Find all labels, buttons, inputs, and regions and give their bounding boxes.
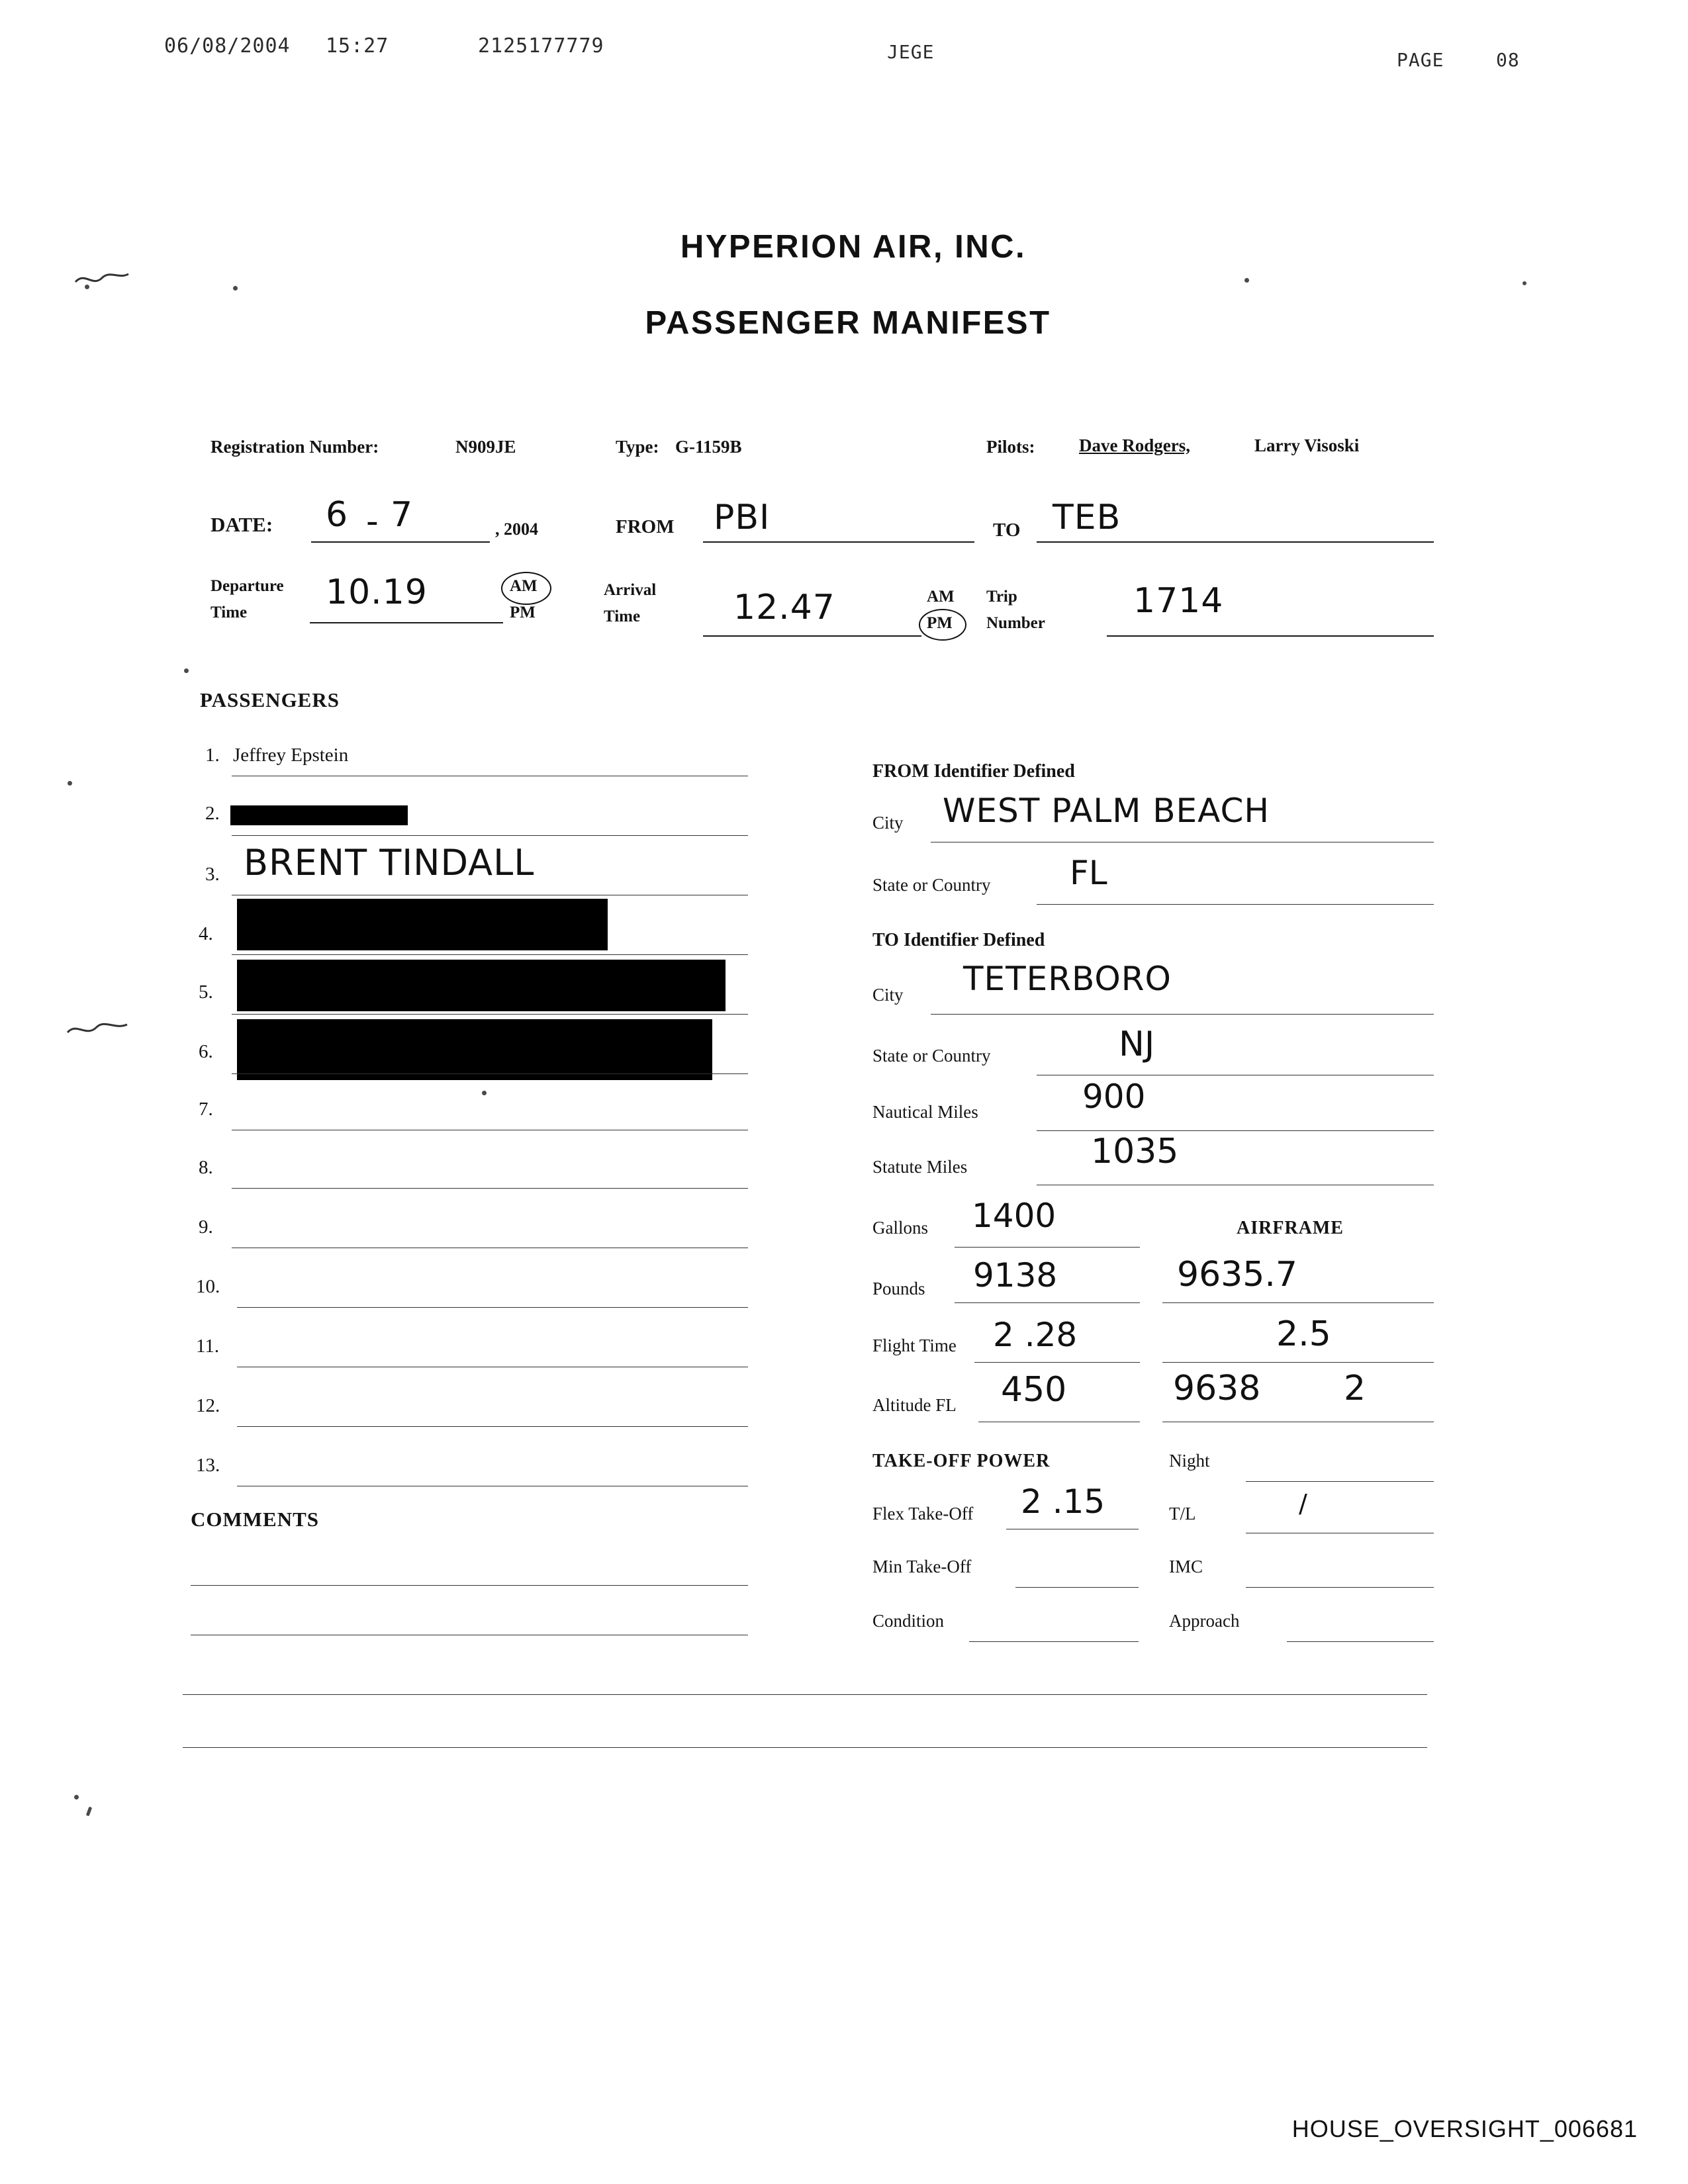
passenger-number-12: 12. [196,1395,220,1416]
passenger-rule-4 [232,954,748,955]
to-state-label: State or Country [872,1046,991,1066]
from-city-label: City [872,813,904,833]
gallons-rule [955,1247,1140,1248]
flight-time-rule [974,1362,1140,1363]
airframe-value-1: 9635.7 [1177,1255,1297,1295]
nautical-miles-rule [1037,1130,1434,1131]
pilot-name-2: Larry Visoski [1254,435,1360,455]
to-state-value: NJ [1119,1024,1155,1064]
airframe-value-2: 2.5 [1276,1314,1331,1354]
passenger-rule-2 [232,835,748,836]
pounds-rule [955,1302,1140,1303]
date-month-value: 6 [326,495,349,535]
fax-identifier: JEGE [887,41,935,63]
passenger-number-1: 1. [205,745,220,766]
pilots-label: Pilots: [986,437,1035,457]
pounds-label: Pounds [872,1279,925,1298]
flex-takeoff-label: Flex Take-Off [872,1504,974,1524]
airframe-value-3a: 9638 [1173,1369,1261,1408]
pounds-value: 9138 [973,1256,1058,1295]
comments-rule-1 [191,1585,748,1586]
scan-speck [68,781,72,786]
scan-speck [1523,281,1526,285]
passenger-number-7: 7. [199,1099,213,1120]
min-takeoff-rule [1015,1587,1139,1588]
fax-number: 2125177779 [478,34,604,58]
from-label: FROM [616,516,675,537]
date-rule [311,541,490,543]
passengers-heading: PASSENGERS [200,688,340,711]
nautical-miles-value: 900 [1082,1077,1146,1116]
passenger-rule-12 [237,1426,748,1427]
from-state-value: FL [1070,854,1107,892]
fax-page-number: 08 [1496,49,1520,71]
departure-am-label: AM [510,577,538,595]
airframe-rule-1 [1162,1302,1434,1303]
scan-speck [86,1807,92,1817]
nautical-miles-label: Nautical Miles [872,1102,978,1122]
passenger-number-5: 5. [199,981,213,1003]
passenger-number-10: 10. [196,1276,220,1297]
registration-value: N909JE [455,437,516,457]
min-takeoff-label: Min Take-Off [872,1557,972,1576]
type-value: G-1159B [675,437,742,457]
scan-speck [233,286,238,291]
type-label: Type: [616,437,659,457]
departure-time-value: 10.19 [326,572,428,612]
gallons-value: 1400 [972,1197,1056,1235]
approach-label: Approach [1169,1611,1240,1631]
document-title-line2: PASSENGER MANIFEST [645,305,1051,341]
passenger-number-6: 6. [199,1041,213,1062]
document-title-line1: HYPERION AIR, INC. [680,229,1027,265]
night-rule [1246,1481,1434,1482]
passenger-rule-8 [232,1188,748,1189]
fax-time: 15:27 [326,34,389,58]
departure-label-2: Time [211,604,248,621]
arrival-pm-label: PM [927,614,953,632]
departure-label-1: Departure [211,577,284,595]
fax-header [0,34,1688,74]
trip-label-1: Trip [986,588,1017,606]
passenger-name-3: BRENT TINDALL [244,842,535,884]
flight-time-label: Flight Time [872,1336,957,1355]
bates-number: HOUSE_OVERSIGHT_006681 [1291,2115,1638,2142]
comments-heading: COMMENTS [191,1508,319,1531]
to-city-rule [931,1014,1434,1015]
arrival-rule [703,635,921,637]
night-label: Night [1169,1451,1210,1471]
passenger-rule-10 [237,1307,748,1308]
arrival-label-1: Arrival [604,581,657,599]
departure-pm-label: PM [510,604,536,621]
passenger-rule-5 [232,1014,748,1015]
flex-takeoff-value: 2 .15 [1021,1482,1105,1521]
scan-speck [74,1795,79,1799]
from-city-value: WEST PALM BEACH [943,792,1270,830]
passenger-number-3: 3. [205,864,220,885]
scan-speck [482,1091,487,1095]
fax-page-label: PAGE [1397,49,1444,71]
scan-speck [184,668,189,673]
registration-label: Registration Number: [211,437,379,457]
margin-mark [73,265,132,298]
condition-label: Condition [872,1611,945,1631]
arrival-label-2: Time [604,608,641,625]
airframe-rule-2 [1162,1362,1434,1363]
from-identifier-heading: FROM Identifier Defined [872,761,1075,782]
altitude-value: 450 [1001,1370,1067,1410]
scan-speck [1244,278,1249,283]
passenger-redaction-5 [237,960,726,1011]
comments-rule-3 [183,1694,1427,1695]
condition-rule [969,1641,1139,1642]
flight-time-value: 2 .28 [993,1316,1078,1354]
fax-date: 06/08/2004 [164,34,291,58]
passenger-number-13: 13. [196,1455,220,1476]
arrival-time-value: 12.47 [733,588,835,627]
passenger-redaction-2 [230,805,408,825]
imc-label: IMC [1169,1557,1203,1576]
trip-label-2: Number [986,614,1045,632]
from-state-rule [1037,904,1434,905]
takeoff-power-heading: TAKE-OFF POWER [872,1451,1051,1471]
passenger-number-8: 8. [199,1157,213,1178]
date-day-value: 7 [391,495,414,535]
departure-rule [310,622,503,623]
passenger-rule-6 [232,1073,748,1074]
pilot-name-1: Dave Rodgers, [1079,435,1190,455]
passenger-name-1: Jeffrey Epstein [233,745,349,766]
tl-label: T/L [1169,1504,1196,1524]
passenger-redaction-4 [237,899,608,950]
altitude-label: Altitude FL [872,1395,957,1415]
arrival-am-label: AM [927,588,955,606]
passenger-number-2: 2. [205,803,220,824]
passenger-number-9: 9. [199,1216,213,1238]
trip-number-value: 1714 [1133,581,1224,621]
statute-miles-value: 1035 [1091,1132,1179,1171]
to-identifier-heading: TO Identifier Defined [872,930,1045,950]
trip-rule [1107,635,1434,637]
from-state-label: State or Country [872,875,991,895]
margin-mark [64,1013,136,1052]
to-city-value: TETERBORO [963,960,1172,998]
airframe-heading: AIRFRAME [1237,1218,1344,1238]
tl-value: / [1299,1489,1307,1518]
departure-am-circle [501,572,551,605]
passenger-number-11: 11. [196,1336,220,1357]
passenger-redaction-6 [237,1019,712,1080]
to-rule [1037,541,1434,543]
airframe-value-3b: 2 [1344,1369,1366,1408]
date-year: , 2004 [495,520,538,539]
approach-rule [1287,1641,1434,1642]
imc-rule [1246,1587,1434,1588]
from-value: PBI [714,498,771,537]
to-label: TO [993,520,1021,541]
comments-rule-4 [183,1747,1427,1748]
arrival-pm-circle [919,609,966,641]
statute-miles-label: Statute Miles [872,1157,968,1177]
date-label: DATE: [211,513,273,536]
passenger-number-4: 4. [199,923,213,944]
to-value: TEB [1053,498,1121,537]
gallons-label: Gallons [872,1218,928,1238]
date-separator: - [366,502,379,541]
from-rule [703,541,974,543]
to-city-label: City [872,985,904,1005]
